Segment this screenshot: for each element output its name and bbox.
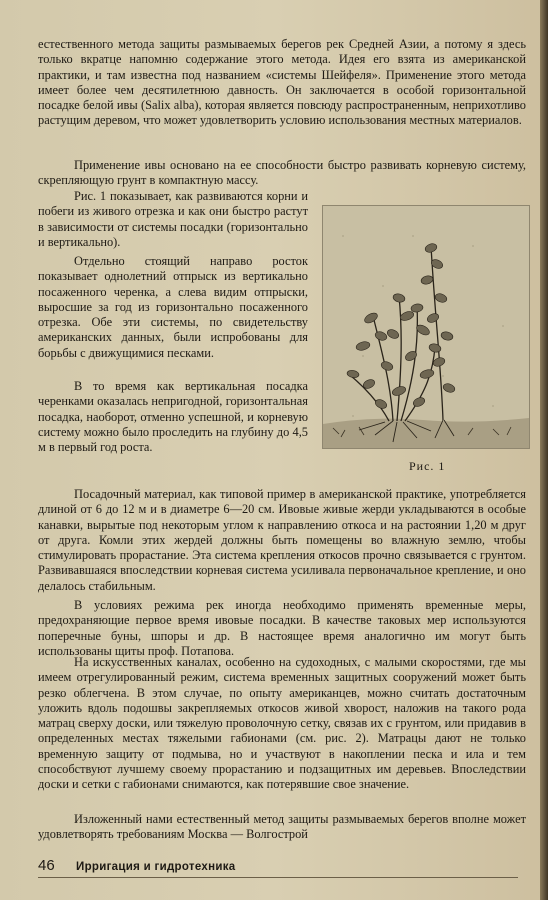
paragraph-5: В то время как вертикальная посадка черенками оказалась непригодной, горизонтальная посадка, наоборот, отменно успешной, и корневую систему можно было проследить на глубину до 4,5 м в первый год роста. bbox=[38, 379, 308, 455]
figure-caption: Рис. 1 bbox=[409, 459, 446, 473]
paragraph-8: На искусственных каналах, особенно на судоходных, с малыми скоростями, где мы имеем отрегулированный режим, система временных защитных сооружений может быть резко облегчена. В этом случае, по опыту американцев, можно считать достаточным уложить вдоль подошвы закрепляемых откосов живой хворост, наложив на такого рода матрац сверху доски, или тяжелую проволочную сетку, связав их с грунтом, или придавив в определенных местах тяжелыми габионами (см. рис. 2). Матрацы дают не только временную защиту от подмыва, но и участвуют в накоплении песка и ила и тем способствуют лучшему своему прорастанию и подзащитных им деревьев. Впоследствии доски и сетки с габионами снимаются, как потерявшие свое значение. bbox=[38, 655, 526, 792]
paragraph-2: Применение ивы основано на ее способности быстро развивать корневую систему, скрепляющую грунт в компактную массу. bbox=[38, 158, 526, 188]
paragraph-4: Отдельно стоящий направо росток показывает однолетний отпрыск из вертикально посаженного черенка, а слева видим отпрыски, выросшие за год из горизонтально посаженного отрезка. Обе эти системы, по свидетельству американских данных, были испробованы для борьбы с движущимися песками. bbox=[38, 254, 308, 360]
paragraph-6: Посадочный материал, как типовой пример в американской практике, употребляется длиной от 6 до 12 м и в диаметре 6—20 см. Ивовые живые жерди укладываются в особые канавки, вырытые под некоторым углом к направлению откоса и на растоянии 1,20 м друг от друга. Комли этих жердей должны быть помещены во влажную землю, чтобы стимулировать прорастание. Эта система крепления откосов прочно связывается с грунтом. Развивавшаяся впоследствии корневая система усиливала первоначальное крепление, и оно делалось стабильным. bbox=[38, 487, 526, 593]
figure-willow-shoots bbox=[322, 205, 530, 449]
book-spine-shadow bbox=[540, 0, 548, 900]
paragraph-1: естественного метода защиты размываемых берегов рек Средней Азии, а потому я здесь только вкратце напомню содержание этого метода. Идея его взята из американской практики, и там известна под названием «системы Шейфеля». Применение этого метода имеет более чем десятилетнюю давность. Он заключается в особой горизонтальной посадке белой ивы (Salix alba), которая является повсюду распространенным, неприхотливо растущим деревом, что может удовлетворить условию использования местных материалов. bbox=[38, 37, 526, 128]
footer-divider bbox=[38, 877, 518, 878]
paragraph-9: Изложенный нами естественный метод защиты размываемых берегов вполне может удовлетворять требованиям Москва — Волгострой bbox=[38, 812, 526, 842]
paragraph-3: Рис. 1 показывает, как развиваются корни и побеги из живого отрезка и как они быстро растут в зависимости от системы посадки (горизонтально и вертикально). bbox=[38, 189, 308, 249]
willow-illustration bbox=[323, 206, 529, 448]
paragraph-7: В условиях режима рек иногда необходимо применять временные меры, предохраняющие первое время ивовые посадки. В качестве таковых мер используются поперечные буны, шпоры и др. В настоящее время аналогично им могут быть использованы щиты проф. Потапова. bbox=[38, 598, 526, 658]
page-number: 46 bbox=[38, 857, 55, 874]
journal-title: Ирригация и гидротехника bbox=[76, 861, 236, 873]
